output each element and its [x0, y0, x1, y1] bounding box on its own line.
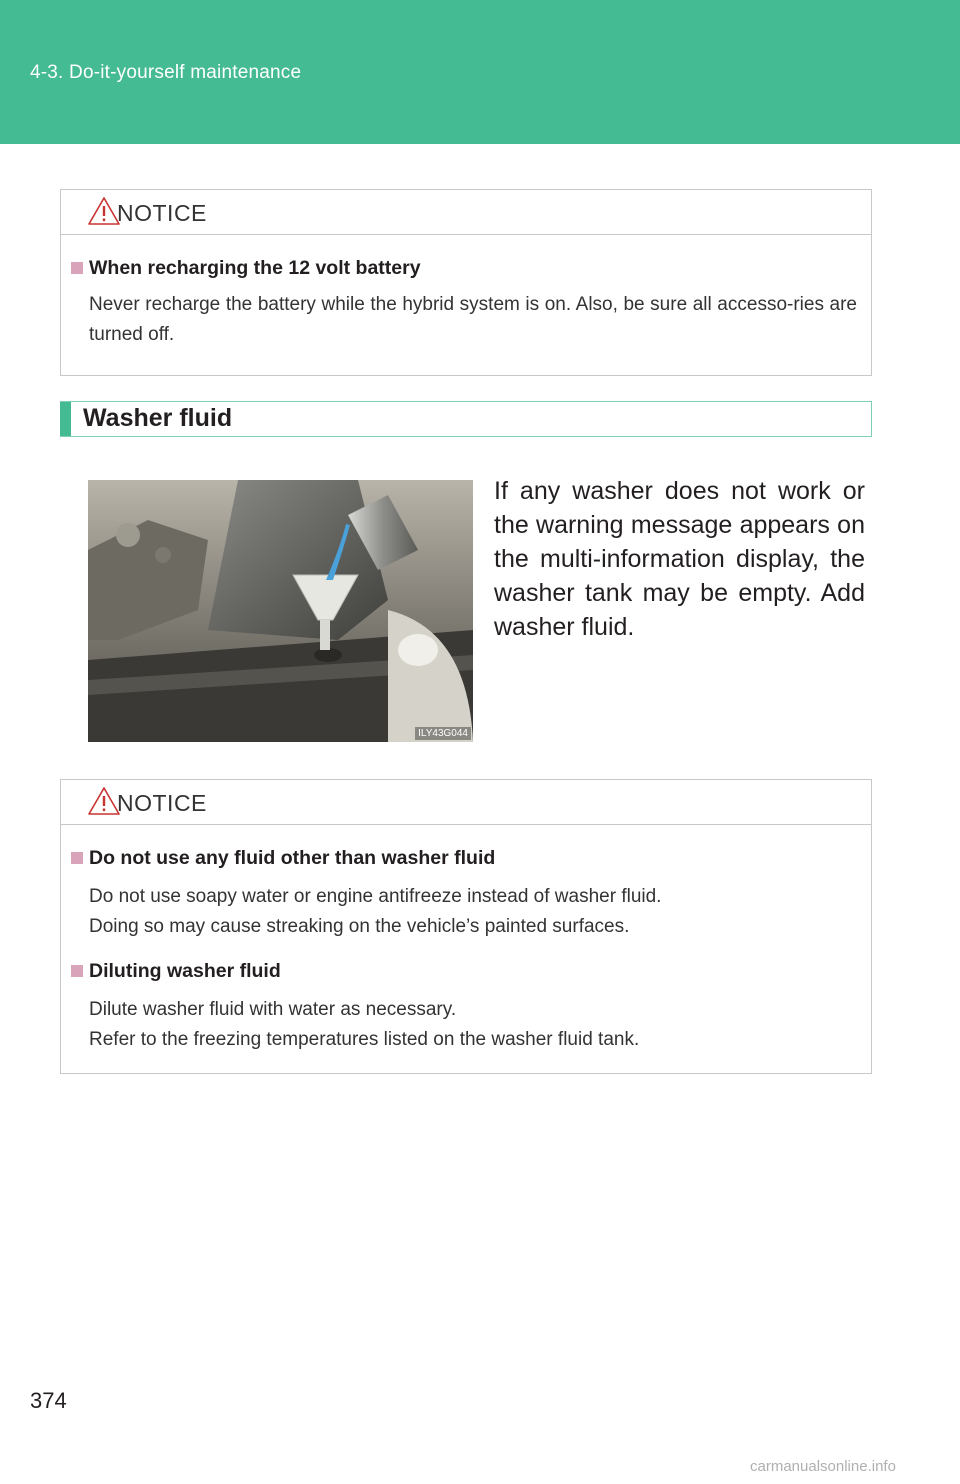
notice-body-line: Dilute washer fluid with water as necessary. — [89, 999, 457, 1020]
notice-item-body: Never recharge the battery while the hybrid system is on. Also, be sure all accesso-ries are turned off. — [89, 294, 857, 345]
washer-fluid-refill-image — [88, 480, 473, 742]
notice-item-body — [71, 882, 857, 942]
notice-box-washer-fluid — [60, 779, 872, 1074]
notice-label: NOTICE — [117, 200, 207, 226]
figure-code: ILY43G044 — [415, 727, 471, 740]
notice-item-body — [71, 995, 857, 1055]
section-title: Washer fluid — [83, 404, 233, 432]
notice-box-battery — [60, 189, 872, 376]
notice-item — [71, 957, 857, 1055]
engine-bay-illustration — [88, 480, 473, 742]
notice-item — [71, 844, 857, 942]
notice-body-line: Refer to the freezing temperatures listed on the washer fluid tank. — [89, 1029, 640, 1050]
page-header — [0, 0, 960, 144]
notice-header — [61, 780, 871, 825]
body-paragraph: If any washer does not work or the warning message appears on the multi-information display, the washer tank may be empty. Add washer fluid. — [494, 477, 865, 641]
notice-item-heading: Do not use any fluid other than washer fluid — [89, 847, 496, 869]
bullet-square-icon — [71, 965, 83, 977]
section-breadcrumb: 4-3. Do-it-yourself maintenance — [30, 62, 302, 83]
page-number: 374 — [30, 1388, 67, 1413]
bullet-square-icon — [71, 262, 83, 274]
warning-triangle-icon — [87, 786, 121, 816]
bullet-square-icon — [71, 852, 83, 864]
warning-triangle-icon — [87, 196, 121, 226]
notice-body-line: Do not use soapy water or engine antifreeze instead of washer fluid. — [89, 886, 662, 907]
notice-item-heading: When recharging the 12 volt battery — [89, 257, 421, 279]
notice-body-line: Doing so may cause streaking on the vehicle’s painted surfaces. — [89, 916, 630, 937]
watermark-text: carmanualsonline.info — [750, 1458, 896, 1475]
notice-label: NOTICE — [117, 790, 207, 816]
notice-item-heading: Diluting washer fluid — [89, 960, 281, 982]
notice-header — [61, 190, 871, 235]
notice-item — [71, 254, 857, 350]
